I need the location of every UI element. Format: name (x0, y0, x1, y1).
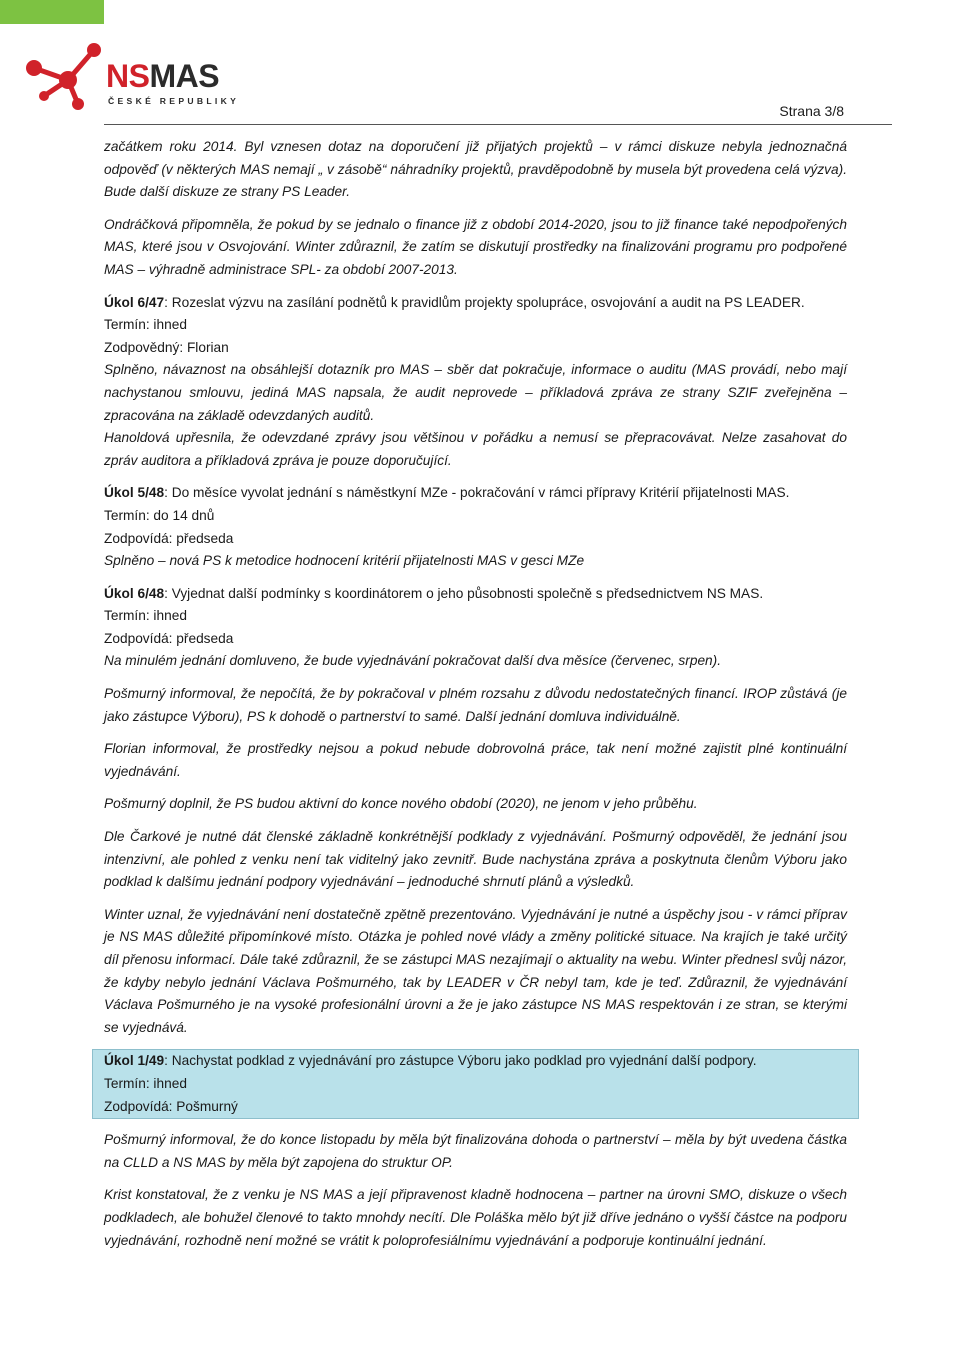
task-term: Termín: ihned (104, 317, 187, 333)
network-logo-icon (22, 40, 112, 115)
discussion-paragraph: Florian informoval, že prostředky nejsou a pokud nebude dobrovolná práce, tak není možné zajistit plné kontinuální vyjednávání. (104, 741, 847, 779)
nsmas-logo (22, 40, 240, 115)
corner-accent (0, 0, 104, 24)
task-term: Termín: ihned (104, 1075, 187, 1091)
discussion-paragraph: Winter uznal, že vyjednávání není dostatečně zpětně prezentováno. Vyjednávání je nutné a úspěchy jsou - v rámci příprav je NS MAS důležité připomínkové místo. Otázka je pohled nové vlády a změny politické situace. Na krajích je také určitý díl přenosu informací. Dále také zdůraznil, že se zástupci MAS nezajímají o aktuality na webu. Winter přednesl svůj názor, že kdyby nebylo jednání Václava Pošmurného, tak by LEADER v ČR nebyl tam, kde je teď. Zdůraznil, že vyjednávání Václava Pošmurného je na vysoké profesionální úrovni a že je jako zástupce NS MAS respektován i ze stran, se kterými se vyjednává. (104, 906, 847, 1035)
task-term: Termín: ihned (104, 608, 187, 624)
highlighted-task-block (92, 1049, 859, 1119)
task-block (104, 292, 847, 473)
task-text: : Vyjednat další podmínky s koordinátorem o jeho působnosti společně s předsednictvem NS MAS. (164, 585, 764, 601)
closing-paragraph: Pošmurný informoval, že do konce listopadu by měla být finalizována dohoda o partnerství – měla by být uvedena částka na CLLD a NS MAS by měla být zapojena do struktur OP. (104, 1132, 847, 1170)
document-body (104, 136, 847, 1252)
page-number: Strana 3/8 (779, 103, 844, 119)
task-text: : Do měsíce vyvolat jednání s náměstkyní MZe - pokračování v rámci přípravy Kritérií přijatelnosti MAS. (164, 485, 790, 501)
closing-paragraph: Krist konstatoval, že z venku je NS MAS a její připravenost kladně hodnocena – partner na úrovni SMO, diskuze o všech podkladech, ale bohužel členové to takto mnohdy necítí. Dle Poláška mělo být již dříve jednáno o vyšší částce na podporu vyjednávání, rozhodně není možné se vrátit k poloprofesiálnímu vyjednávání a podporuje kontinuální jednání. (104, 1187, 847, 1248)
discussion-paragraph: Dle Čarkové je nutné dát členské základně konkrétnější podklady z vyjednávání. Pošmurný odpověděl, že jednání jsou intenzivní, ale pohled z venku není tak viditelný jako zevnitř. Bude nachystána zpráva a poskytnuta členům Výboru jako podklad k dalšímu jednání podpory vyjednávání – jednoduché shrnutí plánů a výsledků. (104, 829, 847, 890)
task-block (104, 583, 847, 673)
task-text: : Rozeslat výzvu na zasílání podnětů k pravidlům projekty spolupráce, osvojování a audit na PS LEADER. (164, 294, 805, 310)
task-block (104, 482, 847, 572)
task-note: Splněno – nová PS k metodice hodnocení kritérií přijatelnosti MAS v gesci MZe (104, 553, 585, 569)
task-line (104, 482, 847, 505)
task-label: Úkol 6/47 (104, 294, 165, 310)
task-responsible: Zodpovídá: předseda (104, 630, 234, 646)
task-note: Splněno, návaznost na obsáhlejší dotazník pro MAS – sběr dat pokračuje, informace o auditu (MAS provádí, nebo mají nachystanou smlouvu, jediná MAS napsala, že audit neprovede – příkladová zpráva ze strany SZIF zveřejněna – zpracována na základě odevzdaných auditů. (104, 362, 847, 423)
task-term: Termín: do 14 dnů (104, 507, 215, 523)
task-line (104, 292, 847, 315)
task-label: Úkol 1/49 (104, 1053, 165, 1069)
discussion-paragraph: Pošmurný doplnil, že PS budou aktivní do konce nového období (2020), ne jenom v jeho průběhu. (104, 796, 698, 812)
task-label: Úkol 6/48 (104, 585, 165, 601)
task-note: Hanoldová upřesnila, že odevzdané zprávy jsou většinou v pořádku a nemusí se přepracovávat. Nelze zasahovat do zpráv auditora a příkladová zpráva je pouze doporučující. (104, 430, 847, 468)
task-label: Úkol 5/48 (104, 485, 165, 501)
task-responsible: Zodpovídá: Pošmurný (104, 1098, 238, 1114)
logo-subtitle: ČESKÉ REPUBLIKY (108, 96, 240, 106)
header-divider (104, 124, 892, 125)
task-line (104, 583, 847, 606)
paragraph: Ondráčková připomněla, že pokud by se jednalo o finance již z období 2014-2020, jsou to již finance také nepodpořených MAS, které jsou v Osvojování. Winter zdůraznil, že zatím se diskutují prostředky na finalizováni programu pro podpořené MAS – výhradně administrace SPL- za období 2007-2013. (104, 216, 847, 277)
task-line (104, 1050, 847, 1073)
discussion-paragraph: Pošmurný informoval, že nepočítá, že by pokračoval v plném rozsahu z důvodu nedostatečných financí. IROP zůstává (je jako zástupce Výboru), PS k dohodě o partnerství to samé. Další jednání domluva individuálně. (104, 686, 847, 724)
task-note: Na minulém jednání domluveno, že bude vyjednávání pokračovat další dva měsíce (červenec, srpen). (104, 653, 722, 669)
task-text: : Nachystat podklad z vyjednávání pro zástupce Výboru jako podklad pro vyjednání další podpory. (164, 1053, 757, 1069)
task-responsible: Zodpovídá: předseda (104, 530, 234, 546)
paragraph: začátkem roku 2014. Byl vznesen dotaz na doporučení již přijatých projektů – v rámci diskuze nebyla jednoznačná odpověď (v některých MAS nemají „ v zásobě“ náhradníky projektů, pravděpodobně by musela být provedena celá výzva). Bude další diskuze ze strany PS Leader. (104, 139, 847, 200)
logo-wordmark: NSMAS (106, 58, 220, 94)
task-responsible: Zodpovědný: Florian (104, 339, 229, 355)
